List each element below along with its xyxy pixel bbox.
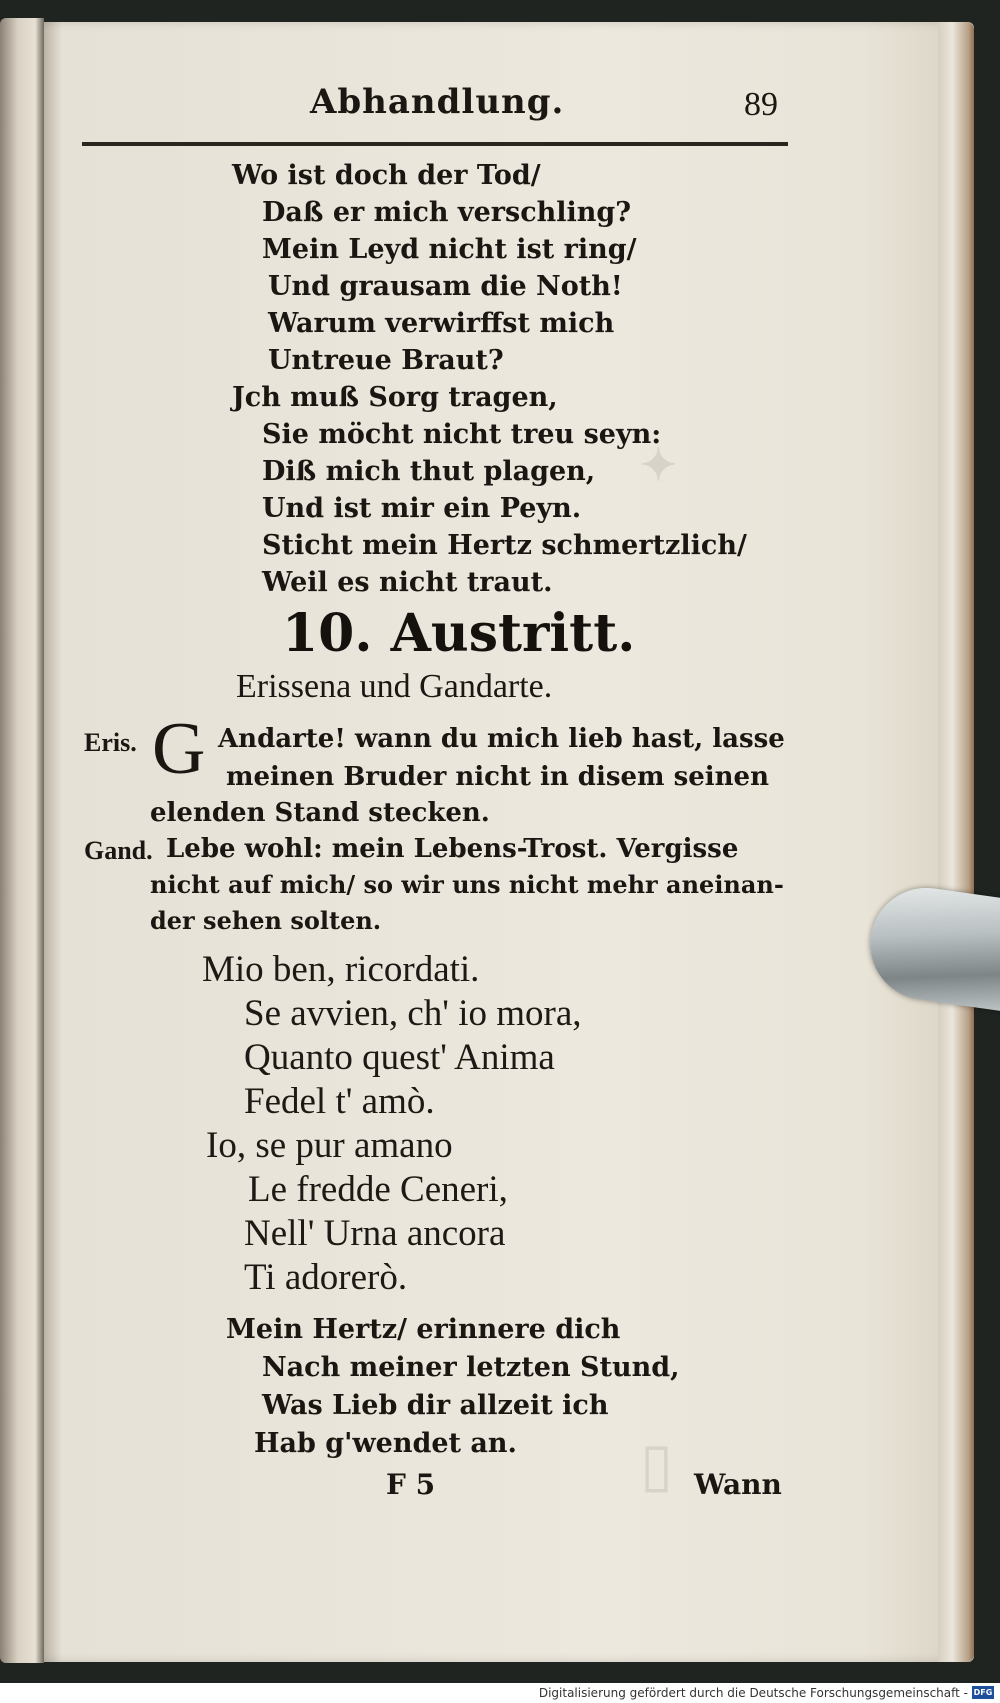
dialogue-line: elenden Stand stecken.	[150, 798, 490, 828]
page-edge	[938, 22, 974, 1662]
italian-verse-line: Fedel t' amò.	[244, 1081, 435, 1122]
dialogue-line: meinen Bruder nicht in disem seinen	[226, 762, 769, 792]
facing-page-edge	[0, 18, 44, 1663]
scene-cast: Erissena und Gandarte.	[236, 668, 553, 705]
show-through-mark: ✦	[640, 440, 677, 491]
speaker-label: Gand.	[84, 836, 153, 865]
drop-cap: G	[152, 708, 206, 790]
italian-verse-line: Mio ben, ricordati.	[202, 949, 480, 990]
verse-line: Hab g'wendet an.	[254, 1428, 517, 1459]
verse-line: Sie möcht nicht treu seyn:	[262, 419, 662, 450]
dialogue-line: der sehen solten.	[150, 906, 382, 935]
verse-line: Mein Hertz/ erinnere dich	[226, 1314, 621, 1345]
scene-heading: 10. Austritt.	[282, 603, 636, 664]
verse-line: Jch muß Sorg tragen,	[232, 382, 558, 413]
digitization-credit: Digitalisierung gefördert durch die Deutsche Forschungsgemeinschaft -	[538, 1686, 968, 1700]
italian-verse-line: Io, se pur amano	[206, 1125, 453, 1166]
italian-verse-line: Ti adorerò.	[244, 1257, 408, 1298]
page-number: 89	[744, 86, 778, 123]
verse-line: Weil es nicht traut.	[262, 567, 553, 598]
verse-line: Warum verwirffst mich	[268, 308, 615, 339]
running-header: Abhandlung.	[310, 82, 565, 122]
verse-line: Untreue Braut?	[268, 345, 504, 376]
verse-line: Sticht mein Hertz schmertzlich/	[262, 530, 747, 561]
verse-line: Wo ist doch der Tod/	[232, 160, 541, 191]
dialogue-line: nicht auf mich/ so wir uns nicht mehr aneinan-	[150, 870, 784, 899]
verse-line: Daß er mich verschling?	[262, 197, 632, 228]
italian-verse-line: Se avvien, ch' io mora,	[244, 993, 582, 1034]
verse-line: Mein Leyd nicht ist ring/	[262, 234, 637, 265]
dfg-logo: DFG	[973, 1688, 993, 1697]
verse-line: Nach meiner letzten Stund,	[262, 1352, 680, 1383]
verse-line: Und grausam die Noth!	[268, 271, 623, 302]
catchword: Wann	[694, 1468, 782, 1501]
verse-line: Und ist mir ein Peyn.	[262, 493, 582, 524]
italian-verse-line: Quanto quest' Anima	[244, 1037, 555, 1078]
italian-verse-line: Nell' Urna ancora	[244, 1213, 506, 1254]
signature-mark: F 5	[386, 1468, 436, 1501]
italian-verse-line: Le fredde Ceneri,	[248, 1169, 508, 1210]
header-rule	[82, 142, 788, 146]
dialogue-line: Lebe wohl: mein Lebens-Trost. Vergisse	[166, 834, 739, 864]
speaker-label: Eris.	[84, 728, 137, 757]
verse-line: Diß mich thut plagen,	[262, 456, 596, 487]
show-through-mark: ▯	[640, 1430, 674, 1500]
verse-line: Was Lieb dir allzeit ich	[262, 1390, 609, 1421]
dialogue-line: Andarte! wann du mich lieb hast, lasse	[218, 724, 785, 754]
